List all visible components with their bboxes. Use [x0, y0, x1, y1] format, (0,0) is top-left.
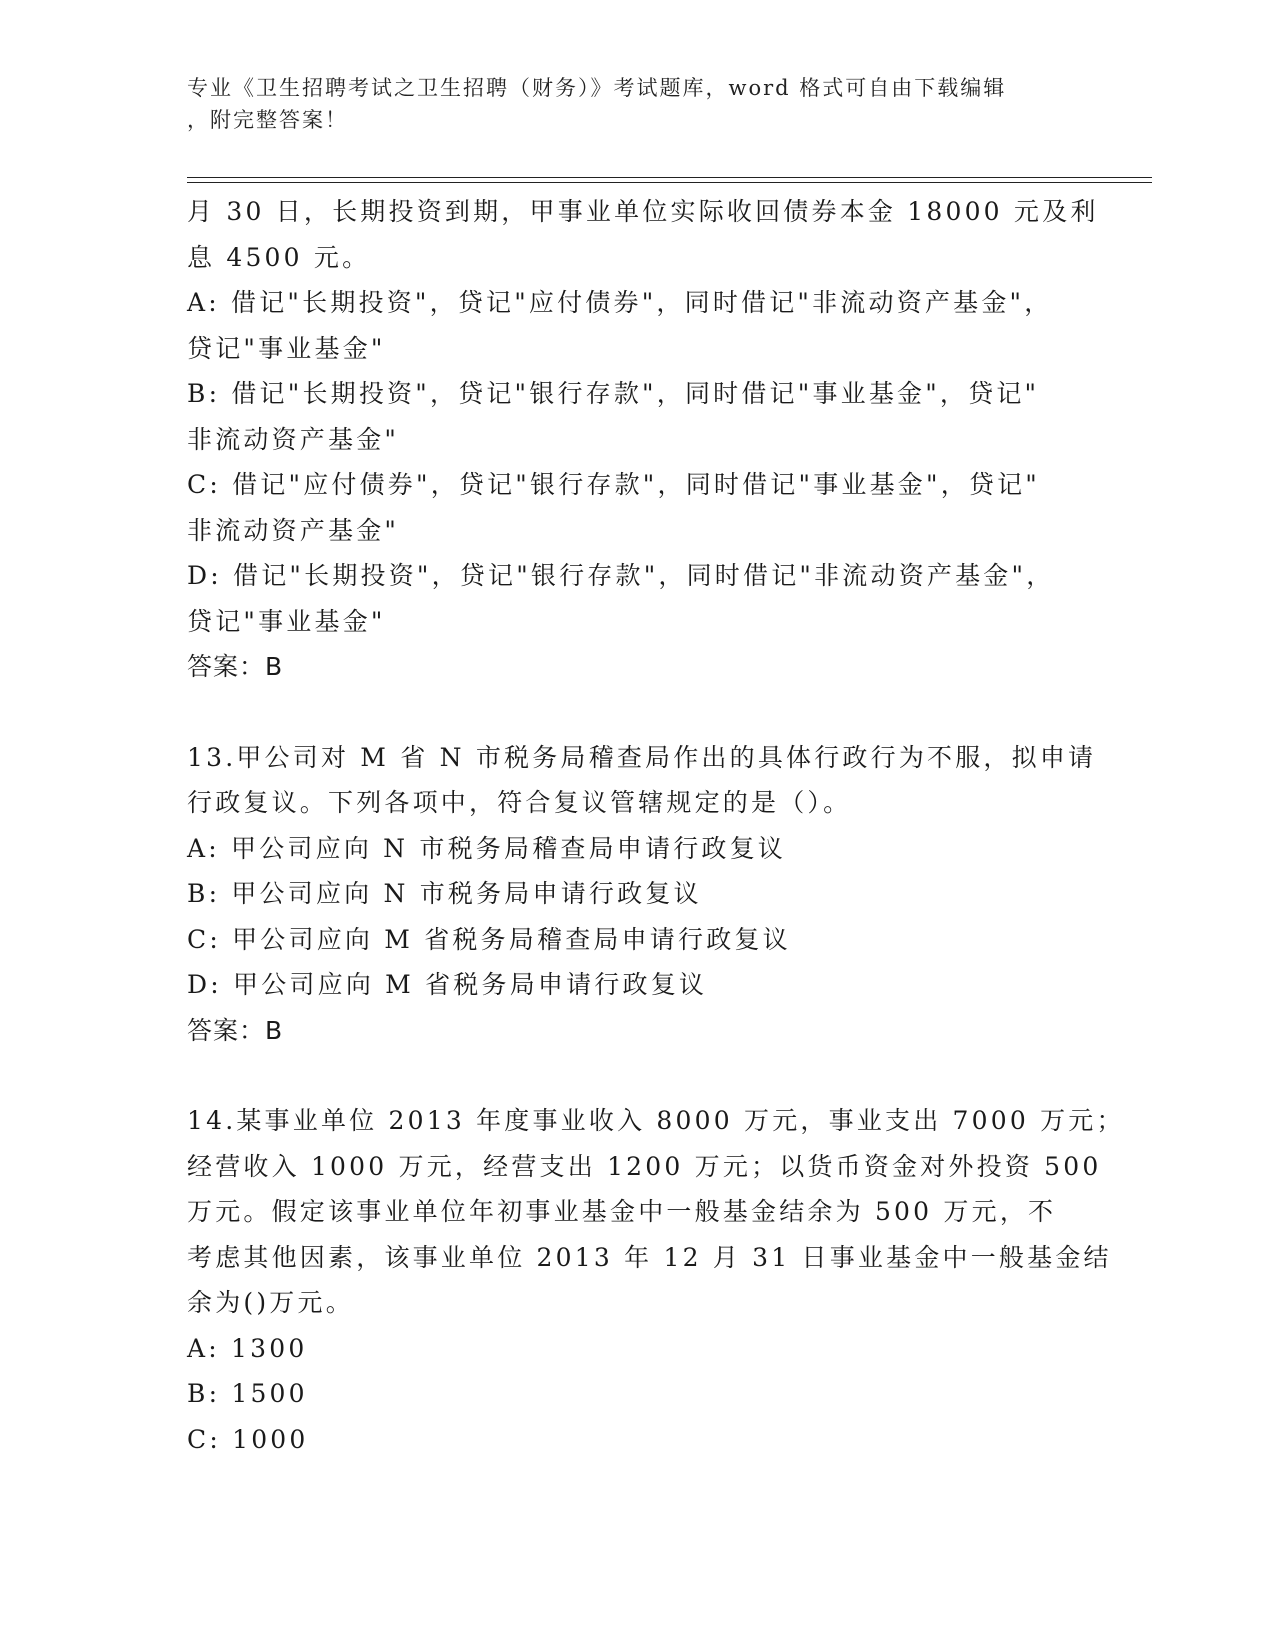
- question-content: [187, 189, 1125, 1462]
- question-stem-line: 余为()万元。: [187, 1288, 354, 1317]
- question-14: [187, 1098, 1125, 1462]
- option-b: B: 借记"长期投资"，贷记"银行存款"，同时借记"事业基金"，贷记": [187, 379, 1040, 408]
- option-c: C: 1000: [187, 1424, 309, 1454]
- question-stem-line: 息 4500 元。: [187, 242, 371, 272]
- option-d: D: 借记"长期投资"，贷记"银行存款"，同时借记"非流动资产基金"，: [187, 561, 1055, 590]
- option-c: C: 借记"应付债券"，贷记"银行存款"，同时借记"事业基金"，贷记": [187, 470, 1040, 499]
- question-stem-line: 行政复议。下列各项中，符合复议管辖规定的是（）。: [187, 788, 852, 817]
- question-stem-line: 月 30 日，长期投资到期，甲事业单位实际收回债券本金 18000 元及利: [187, 197, 1099, 226]
- option-b: B: 甲公司应向 N 市税务局申请行政复议: [187, 879, 702, 908]
- option-b: B: 1500: [187, 1379, 308, 1408]
- question-spacer: [187, 1053, 1087, 1098]
- question-stem-line: 14.某事业单位 2013 年度事业收入 8000 万元，事业支出 7000 万元；: [187, 1106, 1125, 1135]
- option-c: C: 甲公司应向 M 省税务局稽查局申请行政复议: [187, 924, 791, 954]
- question-stem-line: 万元。假定该事业单位年初事业基金中一般基金结余为 500 万元，不: [187, 1197, 1057, 1226]
- header-rule-top: [187, 177, 1152, 178]
- header-rule-bottom: [187, 182, 1152, 183]
- question-stem-line: 经营收入 1000 万元，经营支出 1200 万元；以货币资金对外投资 500: [187, 1151, 1102, 1181]
- question-13: [187, 735, 1097, 1054]
- option-c-continued: 非流动资产基金": [187, 515, 400, 545]
- header-line-1: 专业《卫生招聘考试之卫生招聘（财务）》考试题库，word 格式可自由下载编辑: [187, 76, 1007, 100]
- option-a: A: 借记"长期投资"，贷记"应付债券"，同时借记"非流动资产基金"，: [187, 288, 1053, 317]
- question-12: [187, 189, 1099, 690]
- option-a: A: 1300: [187, 1333, 308, 1363]
- answer: 答案：B: [187, 1015, 284, 1045]
- option-d-continued: 贷记"事业基金": [187, 606, 386, 636]
- option-b-continued: 非流动资产基金": [187, 424, 400, 454]
- header-line-2: ，附完整答案！: [187, 108, 348, 132]
- option-a: A: 甲公司应向 N 市税务局稽查局申请行政复议: [187, 833, 786, 863]
- option-d: D: 甲公司应向 M 省税务局申请行政复议: [187, 970, 708, 999]
- question-stem-line: 13.甲公司对 M 省 N 市税务局稽查局作出的具体行政行为不服，拟申请: [187, 742, 1097, 772]
- page-header: [187, 72, 1067, 136]
- question-stem-line: 考虑其他因素，该事业单位 2013 年 12 月 31 日事业基金中一般基金结: [187, 1242, 1112, 1272]
- question-spacer: [187, 690, 1087, 735]
- option-a-continued: 贷记"事业基金": [187, 333, 386, 363]
- answer: 答案：B: [187, 652, 284, 681]
